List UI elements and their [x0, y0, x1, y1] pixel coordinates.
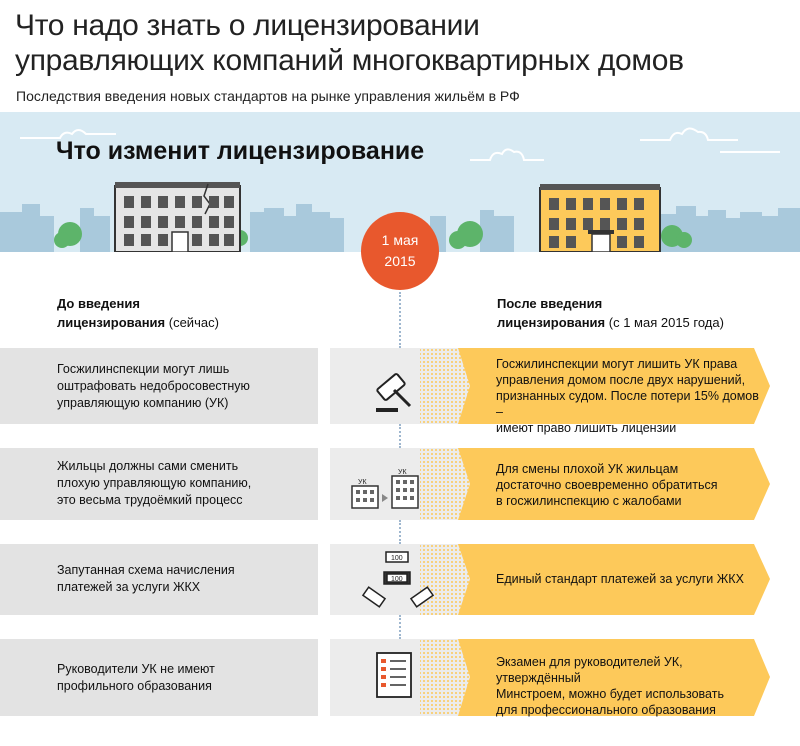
uk-label: УК [358, 479, 367, 486]
new-building-icon [540, 184, 660, 252]
company-switch-icon [330, 448, 470, 520]
row-before-text: Жильцы должны сами сменить плохую управляющую компанию, это весьма трудоёмкий процесс [57, 459, 252, 507]
row-icon-cell [330, 544, 470, 615]
old-building-icon [115, 182, 240, 252]
checklist-icon [330, 639, 470, 716]
row-after-text: Для смены плохой УК жильцам достаточно своевременно обратиться в госжилинспекцию с жалобами [496, 462, 718, 508]
page-subtitle: Последствия введения новых стандартов на рынке управления жильём в РФ [16, 88, 520, 104]
date-badge: 1 мая 2015 [361, 212, 439, 290]
gavel-icon [330, 348, 470, 424]
banknotes-icon [330, 544, 470, 615]
column-header-before: До введения лицензирования (сейчас) [57, 296, 219, 330]
banknote-label: 100 [391, 555, 403, 562]
row-icon-cell [330, 348, 470, 424]
row-after-text: Экзамен для руководителей УК, утверждённый Минстроем, можно будет использовать для профессионального образования [496, 655, 724, 717]
timeline-divider [399, 615, 401, 639]
uk-label: УК [398, 469, 407, 476]
page-title: Что надо знать о лицензировании управляющих компаний многоквартирных домов [15, 9, 684, 77]
column-header-after: После введения лицензирования (с 1 мая 2015 года) [497, 296, 724, 330]
row-before-text: Запутанная схема начисления платежей за услуги ЖКХ [57, 563, 235, 594]
timeline-divider [399, 424, 401, 448]
row-before-text: Руководители УК не имеют профильного образования [57, 662, 215, 693]
section-title: Что изменит лицензирование [56, 137, 425, 165]
row-icon-cell [330, 448, 470, 520]
row-after-text: Единый стандарт платежей за услуги ЖКХ [496, 572, 744, 586]
row-before-text: Госжилинспекции могут лишь оштрафовать недобросовестную управляющую компанию (УК) [57, 362, 250, 410]
timeline-divider [399, 292, 401, 348]
row-icon-cell [330, 639, 470, 716]
timeline-divider [399, 520, 401, 544]
row-after-text: Госжилинспекции могут лишить УК права управления домом после двух нарушений, признанных судом. После потери 15% домов – имеют право лишить лицензии [496, 357, 759, 435]
banknote-label: 100 [391, 576, 403, 583]
